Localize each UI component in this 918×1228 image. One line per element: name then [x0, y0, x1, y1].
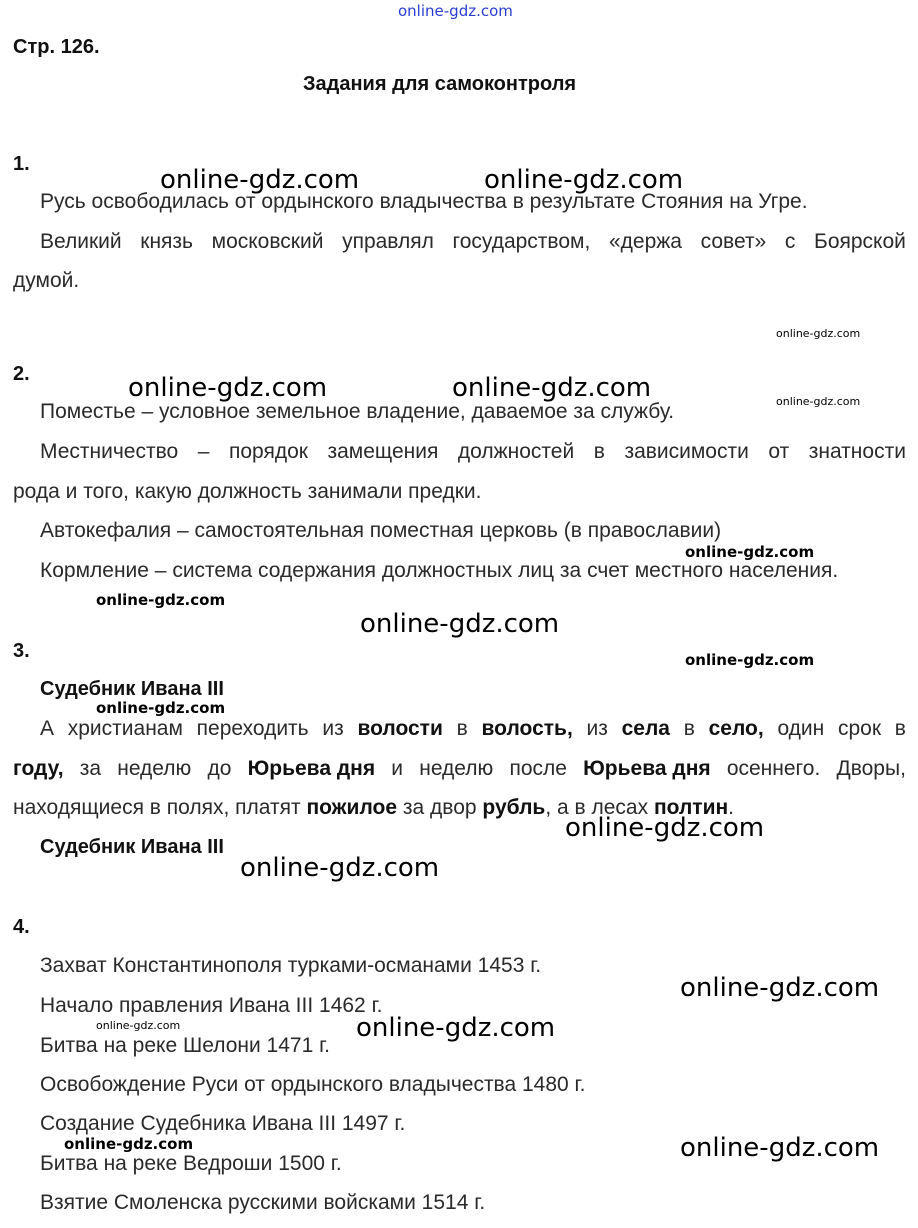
word: Местничество — [40, 440, 179, 463]
event-item: Освобождение Руси от ордынского владычества 1480 г. — [40, 1073, 586, 1096]
word: в — [683, 717, 695, 740]
word: неделю — [117, 757, 192, 780]
watermark: online-gdz.com — [128, 373, 328, 403]
word: знатности — [808, 440, 906, 463]
text: находящиеся в полях, платят — [13, 796, 307, 819]
text: , а в лесах — [545, 796, 654, 819]
word: неделю — [419, 757, 494, 780]
watermark: online-gdz.com — [360, 609, 560, 639]
event-item: Битва на реке Шелони 1471 г. — [40, 1034, 331, 1057]
word: А — [40, 717, 55, 740]
watermark: online-gdz.com — [776, 395, 861, 408]
word: управлял — [342, 230, 434, 253]
word: осеннего. — [726, 757, 821, 780]
task-2-line-2 — [40, 440, 906, 464]
word: Боярской — [814, 230, 906, 253]
word: государством, — [452, 230, 591, 253]
word: в — [456, 717, 468, 740]
word: в — [593, 440, 605, 463]
word-bold: пожилое — [306, 796, 398, 819]
watermark: online-gdz.com — [484, 165, 684, 195]
word: христианам — [67, 717, 183, 740]
task-2-line-1: Поместье – условное земельное владение, даваемое за службу. — [40, 400, 675, 423]
task-2-line-4: Автокефалия – самостоятельная поместная церковь (в православии) — [40, 519, 722, 542]
word: совет» — [700, 230, 767, 253]
watermark: online-gdz.com — [96, 591, 226, 609]
word: переходить — [196, 717, 309, 740]
task-1-line-2 — [40, 230, 906, 254]
word-bold: полтин — [653, 796, 729, 819]
word: московский — [211, 230, 324, 253]
word: до — [207, 757, 232, 780]
task-3-number: 3. — [13, 640, 30, 662]
word-bold: рубль — [482, 796, 546, 819]
task-1-line-3: думой. — [13, 269, 80, 292]
watermark: online-gdz.com — [776, 327, 861, 340]
word: замещения — [327, 440, 439, 463]
word: порядок — [228, 440, 308, 463]
word: в — [894, 717, 906, 740]
page-title: Задания для самоконтроля — [303, 73, 577, 95]
event-item: Взятие Смоленска русскими войсками 1514 г. — [40, 1191, 486, 1214]
text: . — [728, 796, 735, 819]
word: Дворы, — [836, 757, 906, 780]
word-bold: села — [621, 717, 670, 740]
task-2-number: 2. — [13, 363, 30, 385]
watermark: online-gdz.com — [680, 1133, 880, 1163]
watermark: online-gdz.com — [685, 543, 815, 561]
word: должностей — [457, 440, 575, 463]
event-item: Битва на реке Ведроши 1500 г. — [40, 1152, 342, 1175]
word: – — [197, 440, 210, 463]
word-bold: Юрьева дня — [583, 757, 711, 780]
word-bold: году, — [13, 757, 64, 780]
text: за двор — [397, 796, 483, 819]
task-3-paragraph-line-1 — [40, 717, 906, 741]
word-bold: Юрьева дня — [247, 757, 376, 780]
top-watermark[interactable]: online-gdz.com — [398, 2, 513, 20]
watermark: online-gdz.com — [680, 973, 880, 1003]
task-2-line-5: Кормление – система содержания должностных лиц за счет местного населения. — [40, 559, 839, 582]
watermark: online-gdz.com — [240, 853, 440, 883]
event-item: Начало правления Ивана III 1462 г. — [40, 994, 383, 1017]
event-item: Создание Судебника Ивана III 1497 г. — [40, 1112, 406, 1135]
watermark: online-gdz.com — [160, 165, 360, 195]
task-2-line-3: рода и того, какую должность занимали предки. — [13, 480, 482, 503]
watermark: online-gdz.com — [685, 651, 815, 669]
word-bold: волости — [357, 717, 443, 740]
word: князь — [140, 230, 193, 253]
word: от — [768, 440, 790, 463]
page-number: Стр. 126. — [13, 36, 100, 58]
word: и — [391, 757, 404, 780]
word: «держа — [608, 230, 682, 253]
word: зависимости — [624, 440, 749, 463]
task-4-number: 4. — [13, 916, 30, 938]
word: с — [784, 230, 796, 253]
task-3-heading: Судебник Ивана III — [40, 678, 224, 700]
watermark: online-gdz.com — [565, 813, 765, 843]
word: из — [322, 717, 344, 740]
word: один — [777, 717, 825, 740]
task-3-paragraph-line-2 — [13, 757, 906, 781]
watermark: online-gdz.com — [96, 1019, 181, 1032]
word-bold: село, — [708, 717, 764, 740]
word: Великий — [40, 230, 122, 253]
word: после — [509, 757, 567, 780]
event-item: Захват Константинополя турками-османами 1453 г. — [40, 954, 542, 977]
task-3-source: Судебник Ивана III — [40, 836, 224, 858]
watermark: online-gdz.com — [452, 373, 652, 403]
word: за — [79, 757, 102, 780]
task-1-number: 1. — [13, 153, 30, 175]
watermark: online-gdz.com — [64, 1135, 194, 1153]
task-1-line-1: Русь освободилась от ордынского владычества в результате Стояния на Угре. — [40, 190, 808, 213]
watermark: online-gdz.com — [356, 1013, 556, 1043]
word: из — [586, 717, 608, 740]
word-bold: волость, — [481, 717, 573, 740]
watermark: online-gdz.com — [96, 699, 226, 717]
word: срок — [838, 717, 882, 740]
